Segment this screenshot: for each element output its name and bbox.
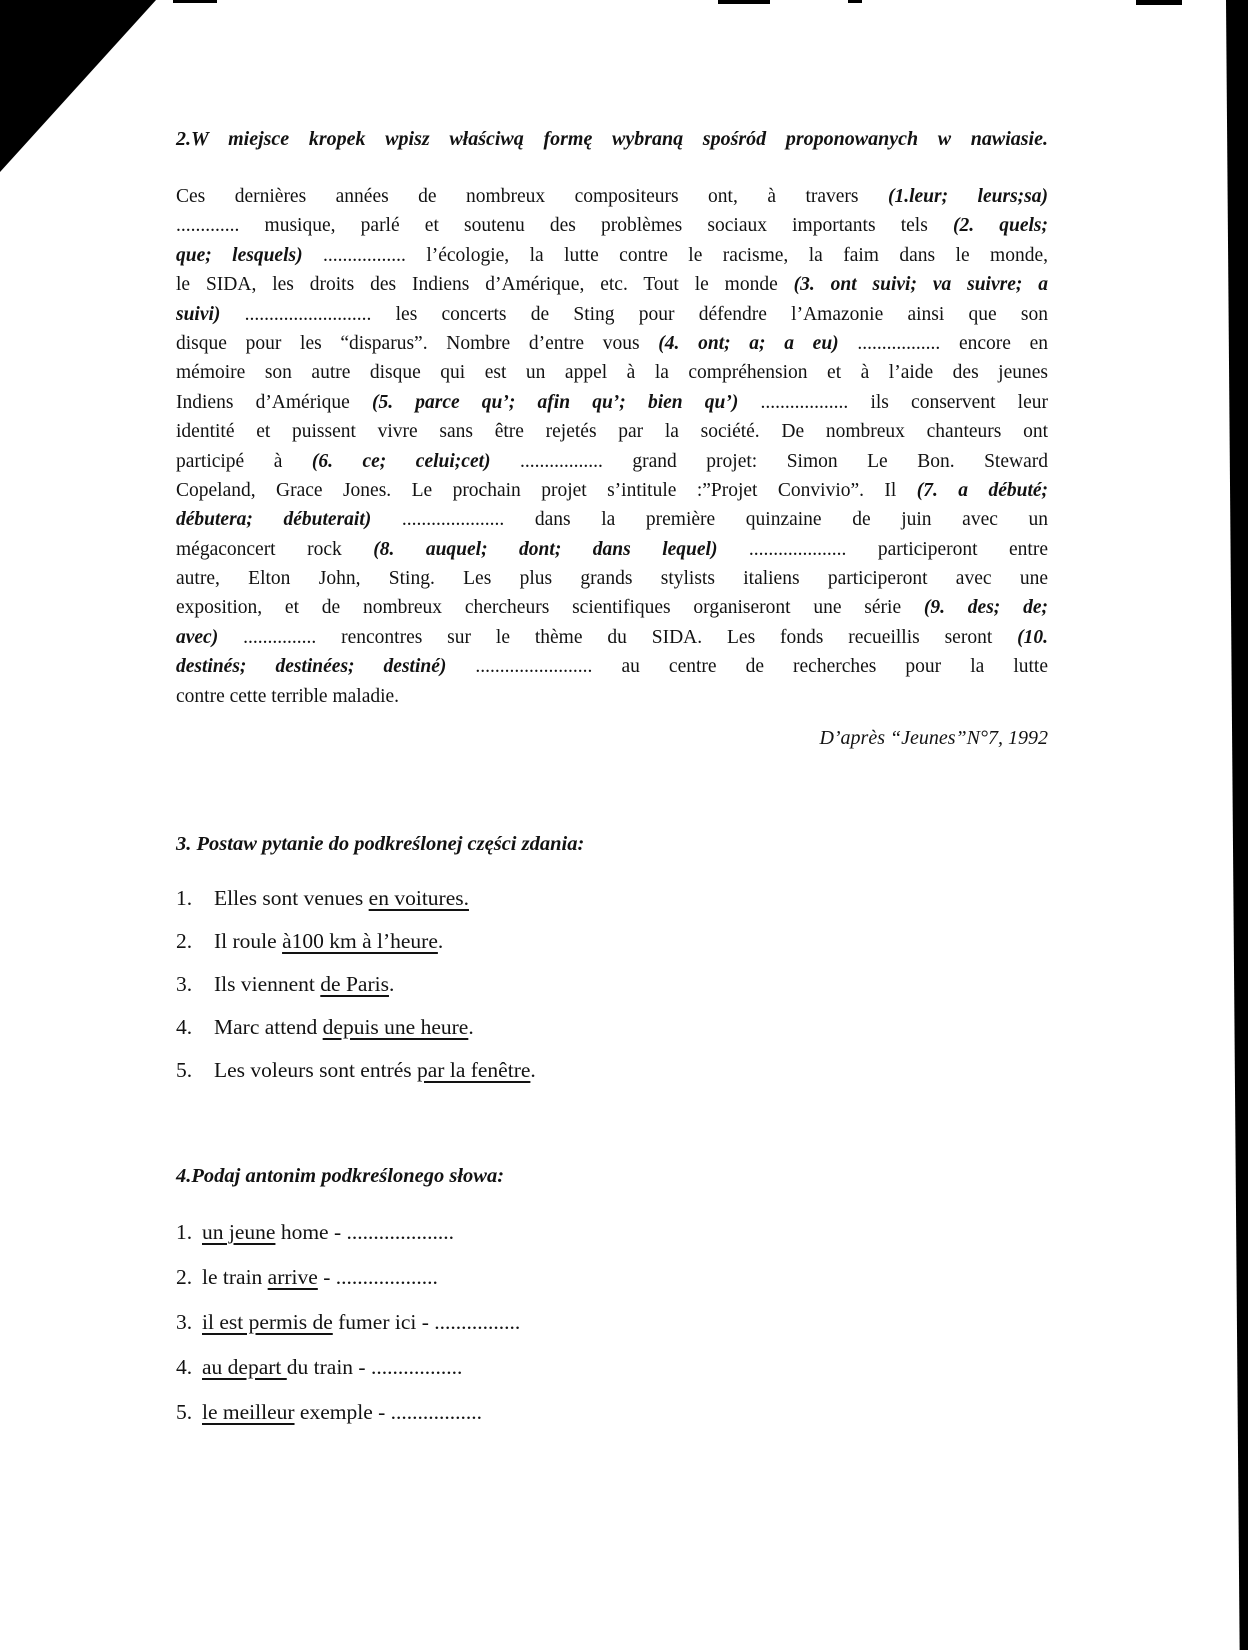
item-number: 4. [176,1355,193,1379]
item-text [202,1400,482,1425]
item-text [202,1265,438,1290]
text-segment: Copeland, Grace Jones. Le prochain projet s’intitule :”Projet Convivio”. Il [176,479,917,501]
item-text [202,1355,462,1380]
item-number: 1. [176,1220,193,1244]
text-segment: . [388,972,395,996]
list-item [176,929,536,972]
answer-options: (3. ont suivi; va suivre; a [793,274,1048,296]
answer-options: (10. [1017,626,1048,648]
underlined-phrase: le meilleur [202,1400,295,1424]
text-segment: Elles sont venues [214,886,369,910]
underlined-phrase: au depart [202,1355,287,1379]
answer-options: suivi) [176,303,221,325]
text-segment: Indiens d’Amérique [176,391,372,413]
list-item [176,1015,536,1058]
paragraph-line [176,270,1048,299]
item-number: 5. [176,1058,193,1082]
underlined-phrase: il est permis de [202,1310,333,1334]
answer-options: (7. a débuté; [916,479,1049,501]
list-item [176,1265,520,1310]
item-number: 2. [176,929,193,953]
text-segment: autre, Elton John, Sting. Les plus grands stylists italiens participeront avec une [176,568,1048,590]
text-segment: disque pour les “disparus”. Nombre d’entre vous [176,332,659,354]
item-number: 4. [176,1015,193,1039]
item-text [214,972,394,997]
text-segment: le SIDA, les droits des Indiens d’Amérique, etc. Tout le monde [176,274,794,296]
paragraph-line [176,447,1048,476]
item-text [214,1015,474,1040]
paragraph-line [176,623,1048,652]
list-item [176,972,536,1015]
paragraph-line [176,329,1048,358]
scan-top-edge-mark [718,0,770,4]
text-segment: ..................... dans la première quinzaine de juin avec un [371,509,1048,531]
paragraph-line [176,182,1048,211]
scan-top-edge-mark [1136,0,1182,5]
list-item [176,886,536,929]
text-segment: Il roule [214,929,283,953]
answer-options: (6. ce; celui;cet) [311,450,491,472]
list-item [176,1220,520,1265]
paragraph-line [176,211,1048,240]
paragraph-line [176,300,1048,329]
list-item [176,1355,520,1400]
text-segment: .......................... les concerts de Sting pour défendre l’Amazonie ainsi que son [220,303,1048,325]
paragraph-line [176,388,1048,417]
answer-options: avec) [176,626,219,648]
scan-top-edge-mark [173,0,217,3]
item-number: 1. [176,886,193,910]
text-segment: mégaconcert rock [176,538,374,560]
text-segment: participé à [176,450,312,472]
underlined-phrase: un jeune [202,1220,276,1244]
paragraph-line [176,241,1048,270]
task4-heading: 4.Podaj antonim podkreślonego słowa: [176,1165,505,1187]
text-segment: exposition, et de nombreux chercheurs scientifiques organiseront une série [176,597,924,619]
paragraph-line [176,535,1048,564]
item-number: 2. [176,1265,193,1289]
underlined-phrase: à100 km à l’heure [282,929,438,953]
list-item [176,1310,520,1355]
text-segment: ............... rencontres sur le thème du SIDA. Les fonds recueillis seront [218,626,1018,648]
text-segment: ................. grand projet: Simon Le Bon. Steward [490,450,1048,472]
answer-options: (5. parce qu’; afin qu’; bien qu’) [371,391,739,413]
text-segment: ................. l’écologie, la lutte contre le racisme, la faim dans le monde, [302,244,1049,266]
task3-sentence-list [176,886,536,1101]
paragraph-line [176,564,1048,593]
source-attribution: D’après “Jeunes”N°7, 1992 [819,727,1048,749]
text-segment: .................... participeront entre [717,538,1048,560]
scan-corner-fold-artifact [0,0,156,172]
item-text [202,1310,520,1335]
paragraph-line [176,652,1048,681]
task3-heading: 3. Postaw pytanie do podkreślonej części zdania: [176,833,585,855]
paragraph-line [176,417,1048,446]
task4-antonym-list [176,1220,520,1445]
text-segment: .................. ils conservent leur [738,391,1048,413]
task2-cloze-paragraph [176,182,1048,711]
answer-options: (4. ont; a; a eu) [658,332,839,354]
text-segment: fumer ici - ................ [332,1310,521,1334]
paragraph-line [176,505,1048,534]
text-segment: exemple - ................. [294,1400,483,1424]
task2-heading: 2.W miejsce kropek wpisz właściwą formę wybraną spośród proponowanych w nawiasie. [176,128,1048,150]
answer-options: (1.leur; leurs;sa) [887,186,1048,207]
answer-options: que; lesquels) [176,244,303,266]
answer-options: (9. des; de; [923,597,1048,619]
text-segment: ................. encore en [838,332,1048,354]
paragraph-line [176,593,1048,622]
paragraph-line [176,476,1048,505]
answer-options: (2. quels; [952,215,1049,237]
text-segment: ........................ au centre de recherches pour la lutte [446,656,1048,678]
text-segment: Les voleurs sont entrés [214,1058,418,1082]
text-segment: . [437,929,444,953]
underlined-phrase: en voitures. [368,886,469,910]
item-number: 5. [176,1400,193,1424]
underlined-phrase: depuis une heure [322,1015,469,1039]
underlined-phrase: par la fenêtre [417,1058,531,1082]
text-segment: mémoire son autre disque qui est un appel à la compréhension et à l’aide des jeunes [176,362,1048,384]
text-segment: contre cette terrible maladie. [176,685,400,707]
underlined-phrase: de Paris [320,972,389,996]
item-text [214,929,443,954]
text-segment: le train [202,1265,268,1289]
answer-options: destinés; destinées; destiné) [176,656,447,678]
paragraph-line [176,682,1048,711]
list-item [176,1400,520,1445]
text-segment: du train - ................. [286,1355,463,1379]
text-segment: ............. musique, parlé et soutenu des problèmes sociaux importants tels [176,215,953,237]
text-segment: identité et puissent vivre sans être rejetés par la société. De nombreux chanteurs ont [176,421,1048,443]
item-number: 3. [176,972,193,996]
item-text [202,1220,454,1245]
text-segment: home - .................... [275,1220,454,1244]
text-segment: Ces dernières années de nombreux compositeurs ont, à travers [176,186,888,207]
text-segment: - ................... [317,1265,438,1289]
paragraph-line [176,358,1048,387]
list-item [176,1058,536,1101]
scan-top-edge-mark [848,0,862,3]
text-segment: Ils viennent [214,972,321,996]
answer-options: (8. auquel; dont; dans lequel) [373,538,718,560]
item-text [214,1058,536,1083]
text-segment: . [530,1058,536,1082]
scan-edge-bar-artifact [1226,0,1248,1650]
text-segment: Marc attend [214,1015,323,1039]
item-text [214,886,469,911]
answer-options: débutera; débuterait) [176,509,372,531]
text-segment: . [468,1015,474,1039]
item-number: 3. [176,1310,193,1334]
underlined-phrase: arrive [267,1265,318,1289]
